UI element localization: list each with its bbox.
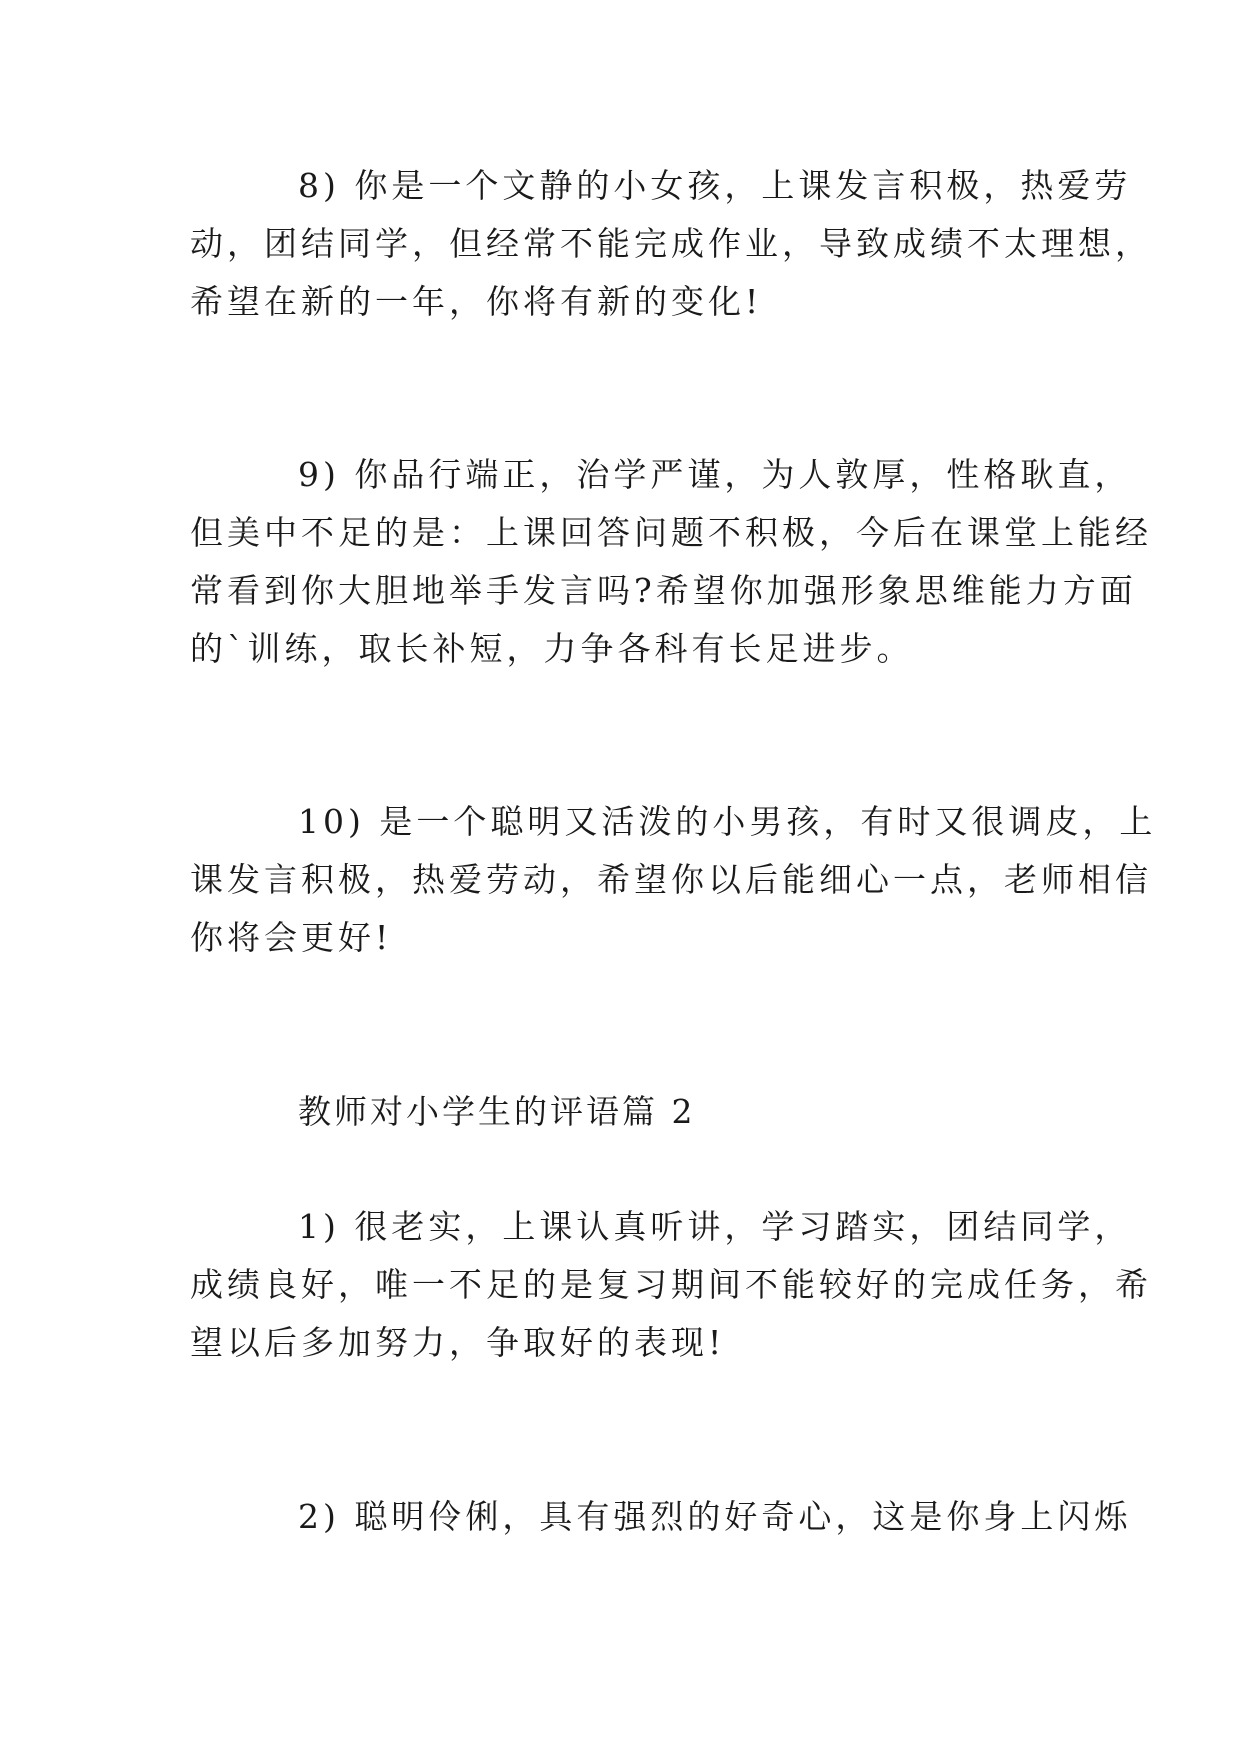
- paragraph-10-line-1: 10) 是一个聪明又活泼的小男孩，有时又很调皮，上: [298, 802, 1157, 841]
- paragraph-8-line-1: 8) 你是一个文静的小女孩，上课发言积极，热爱劳: [298, 166, 1132, 205]
- paragraph-1-line-2: 成绩良好，唯一不足的是复习期间不能较好的完成任务，希: [190, 1265, 1152, 1304]
- paragraph-10-line-2: 课发言积极，热爱劳动，希望你以后能细心一点，老师相信: [190, 860, 1152, 899]
- paragraph-1-line-3: 望以后多加努力，争取好的表现!: [190, 1323, 726, 1362]
- paragraph-8-line-3: 希望在新的一年，你将有新的变化!: [190, 282, 763, 321]
- paragraph-9-line-4: 的`训练，取长补短，力争各科有长足进步。: [190, 629, 914, 668]
- paragraph-2-line-1: 2) 聪明伶俐，具有强烈的好奇心，这是你身上闪烁: [298, 1497, 1132, 1536]
- paragraph-9-line-1: 9) 你品行端正，治学严谨，为人敦厚，性格耿直，: [298, 455, 1132, 494]
- paragraph-9-line-2: 但美中不足的是：上课回答问题不积极，今后在课堂上能经: [190, 513, 1152, 552]
- section-heading: 教师对小学生的评语篇 2: [298, 1092, 696, 1131]
- paragraph-1-line-1: 1) 很老实，上课认真听讲，学习踏实，团结同学，: [298, 1207, 1132, 1246]
- paragraph-10-line-3: 你将会更好!: [190, 918, 393, 957]
- paragraph-9-line-3: 常看到你大胆地举手发言吗?希望你加强形象思维能力方面: [190, 571, 1137, 610]
- paragraph-8-line-2: 动，团结同学，但经常不能完成作业，导致成绩不太理想，: [190, 224, 1152, 263]
